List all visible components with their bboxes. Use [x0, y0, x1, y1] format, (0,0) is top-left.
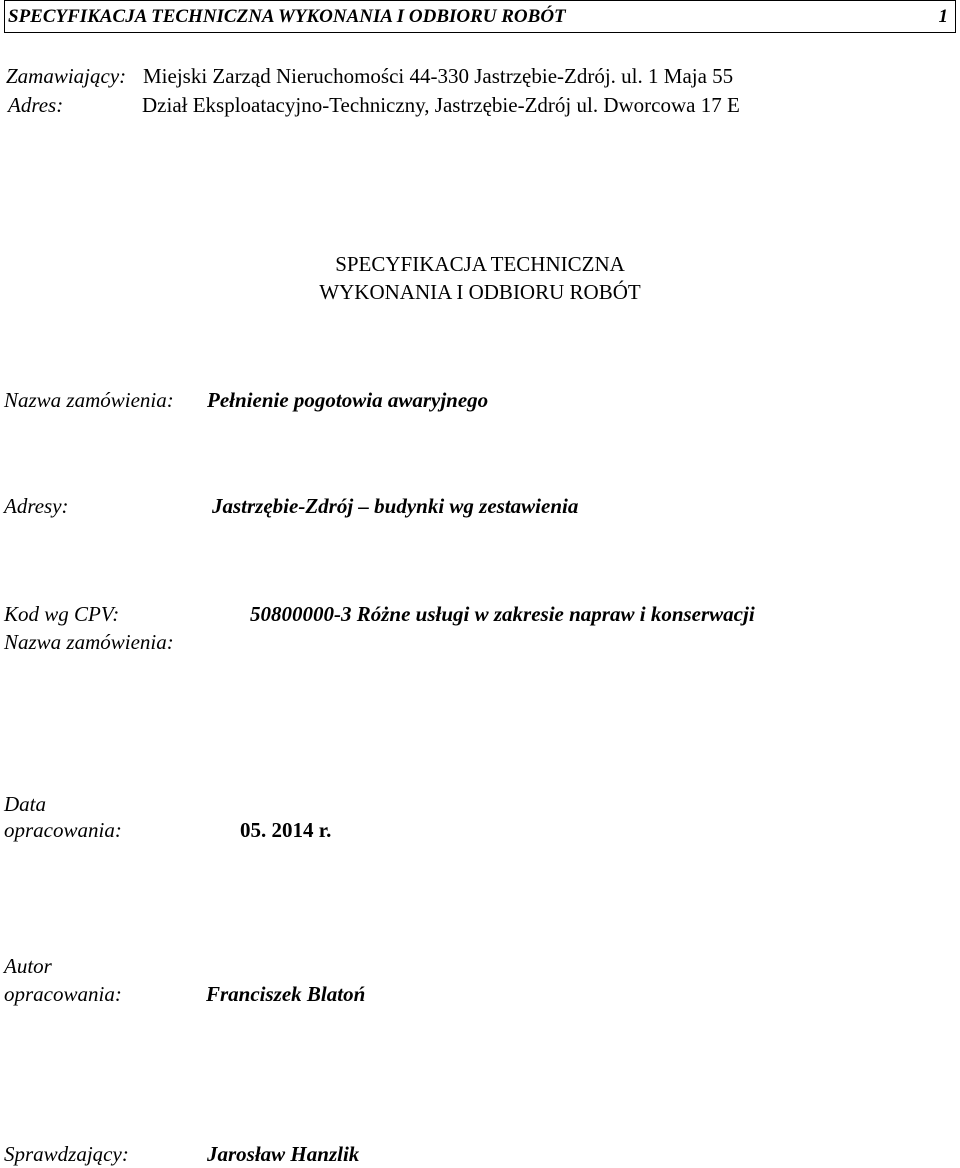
cpv-label: Kod wg CPV:	[4, 602, 120, 626]
checker-label: Sprawdzający:	[4, 1142, 129, 1166]
address-label: Adres:	[8, 93, 64, 117]
author-value: Franciszek Blatoń	[206, 982, 366, 1006]
order-label: Nazwa zamówienia:	[4, 388, 174, 412]
date-label-line2: opracowania:	[4, 818, 122, 842]
cpv-order-label: Nazwa zamówienia:	[4, 630, 174, 654]
client-label: Zamawiający:	[6, 64, 127, 88]
header-title: SPECYFIKACJA TECHNICZNA WYKONANIA I ODBIORU ROBÓT	[8, 6, 566, 27]
author-label-line2: opracowania:	[4, 982, 122, 1006]
cpv-value: 50800000-3 Różne usługi w zakresie napraw i konserwacji	[250, 602, 755, 626]
client-value: Miejski Zarząd Nieruchomości 44-330 Jastrzębie-Zdrój. ul. 1 Maja 55	[143, 64, 734, 88]
addresses-label: Adresy:	[4, 494, 69, 518]
page-number: 1	[938, 6, 948, 27]
document-title-line2: WYKONANIA I ODBIORU ROBÓT	[319, 280, 641, 304]
document-title-line1: SPECYFIKACJA TECHNICZNA	[335, 252, 625, 276]
address-value: Dział Eksploatacyjno-Techniczny, Jastrzębie-Zdrój ul. Dworcowa 17 E	[142, 93, 740, 117]
date-value: 05. 2014 r.	[240, 818, 332, 842]
checker-value: Jarosław Hanzlik	[207, 1142, 360, 1166]
order-value: Pełnienie pogotowia awaryjnego	[207, 388, 489, 412]
author-label-line1: Autor	[4, 954, 52, 978]
addresses-value: Jastrzębie-Zdrój – budynki wg zestawienia	[212, 494, 579, 518]
date-label-line1: Data	[4, 792, 46, 816]
